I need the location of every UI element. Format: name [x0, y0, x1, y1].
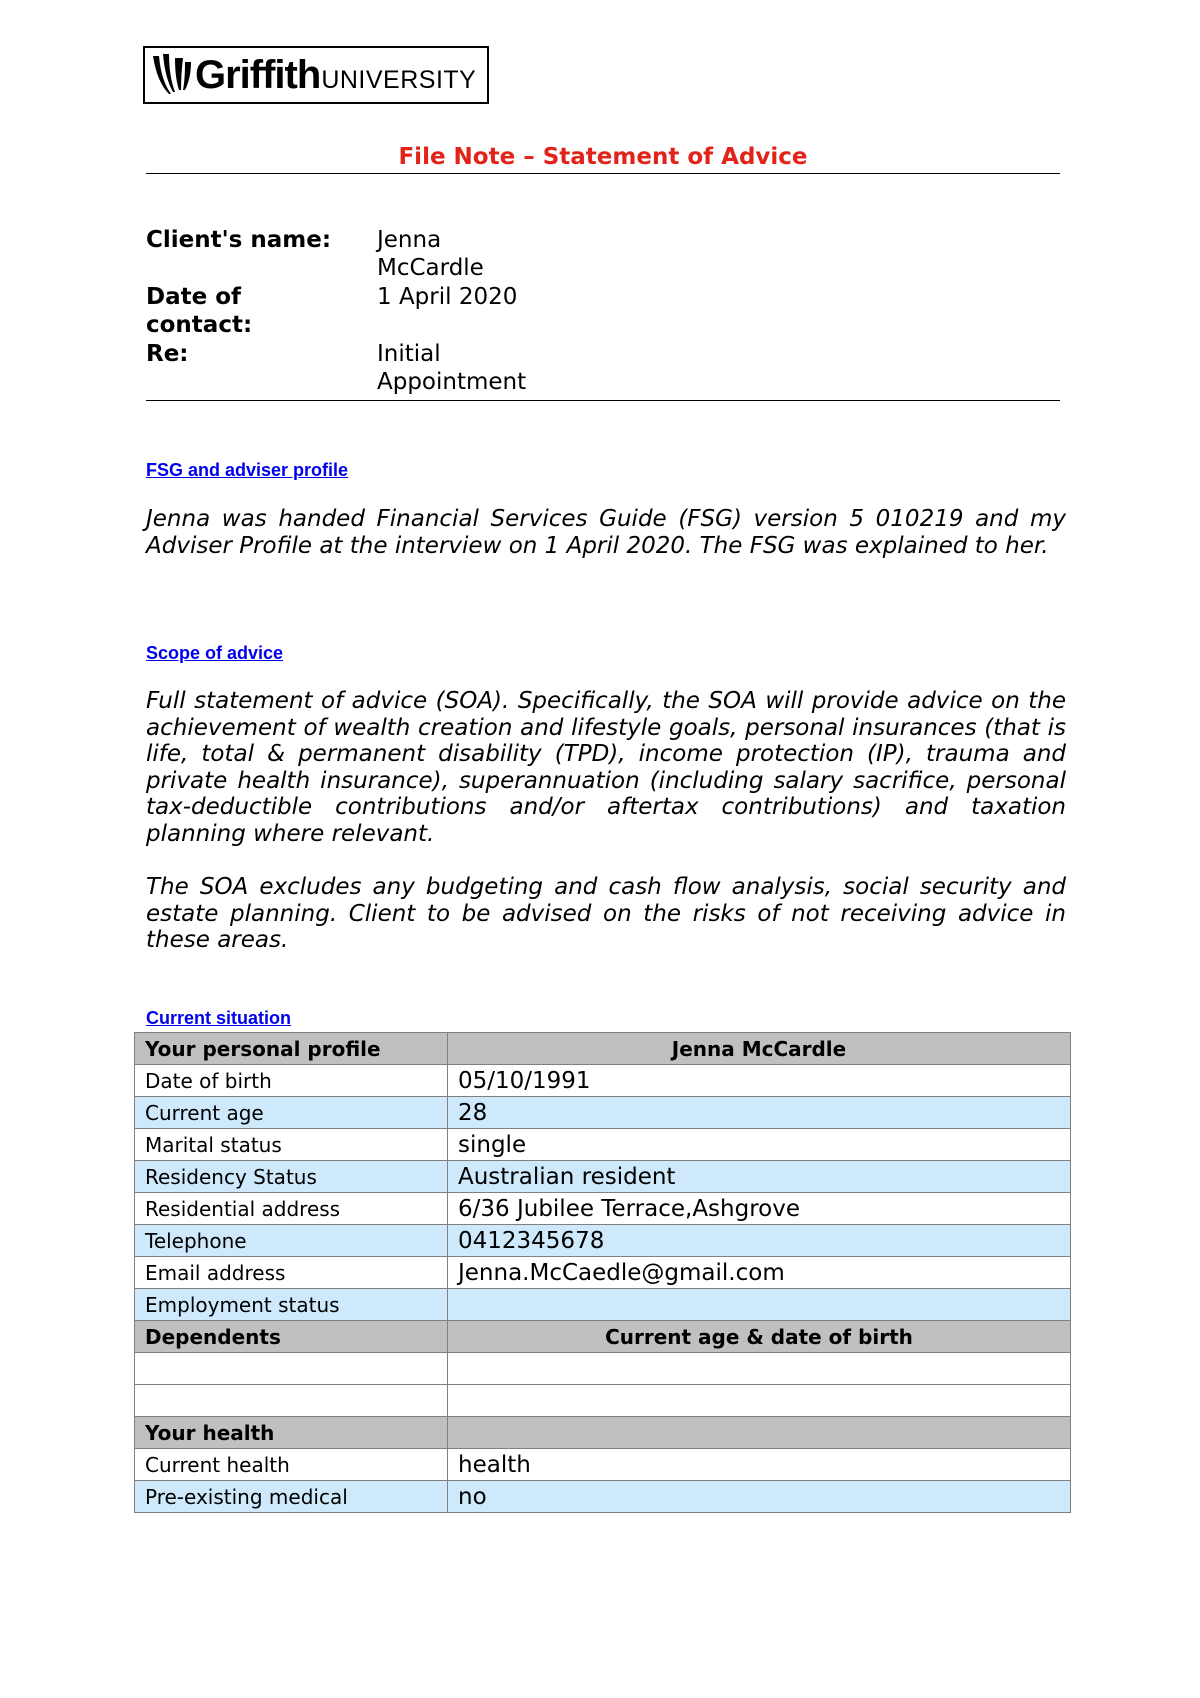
row-value: 6/36 Jubilee Terrace,Ashgrove [448, 1193, 1071, 1225]
table-row [135, 1065, 1071, 1097]
row-label: Telephone [135, 1225, 448, 1257]
logo-subtitle: UNIVERSITY [321, 65, 477, 94]
current-situation-heading-link[interactable]: Current situation [146, 1008, 292, 1028]
row-label: Your health [135, 1417, 448, 1449]
row-value: single [448, 1129, 1071, 1161]
re-label: Re: [146, 341, 189, 367]
row-label: Your personal profile [135, 1033, 448, 1065]
griffith-logo-icon [149, 52, 193, 98]
row-value: health [448, 1449, 1071, 1481]
row-value: Jenna McCardle [448, 1033, 1071, 1065]
date-of-contact-label: Date of contact: [146, 284, 253, 338]
meta-divider [146, 400, 1060, 401]
row-value: Jenna.McCaedle@gmail.com [448, 1257, 1071, 1289]
griffith-logo [143, 46, 489, 104]
logo-wordmark: Griffith [195, 52, 321, 97]
table-header-row [135, 1033, 1071, 1065]
row-value: 0412345678 [448, 1225, 1071, 1257]
table-row [135, 1193, 1071, 1225]
table-row [135, 1353, 1071, 1385]
row-value: no [448, 1481, 1071, 1513]
title-divider [146, 173, 1060, 174]
row-value: 28 [448, 1097, 1071, 1129]
row-label: Residency Status [135, 1161, 448, 1193]
row-value: 05/10/1991 [448, 1065, 1071, 1097]
row-label: Residential address [135, 1193, 448, 1225]
table-row [135, 1097, 1071, 1129]
table-row [135, 1385, 1071, 1417]
scope-heading-link[interactable]: Scope of advice [146, 643, 284, 663]
re-value: Initial Appointment [377, 341, 527, 395]
row-value [448, 1353, 1071, 1385]
row-value: Current age & date of birth [448, 1321, 1071, 1353]
row-label: Dependents [135, 1321, 448, 1353]
client-name-label: Client's name: [146, 227, 332, 253]
table-header-row [135, 1321, 1071, 1353]
scope-paragraph-2: The SOA excludes any budgeting and cash flow analysis, social security and estate planning. Client to be advised on the risks of not receiving advice in these areas. [146, 874, 1066, 953]
table-row [135, 1481, 1071, 1513]
date-of-contact-value: 1 April 2020 [377, 284, 518, 310]
row-value [448, 1417, 1071, 1449]
table-row [135, 1289, 1071, 1321]
row-label: Employment status [135, 1289, 448, 1321]
row-label: Marital status [135, 1129, 448, 1161]
table-row [135, 1449, 1071, 1481]
row-value [448, 1385, 1071, 1417]
row-label: Date of birth [135, 1065, 448, 1097]
fsg-paragraph: Jenna was handed Financial Services Guide (FSG) version 5 010219 and my Adviser Profile at the interview on 1 April 2020. The FSG was explained to her. [146, 506, 1066, 559]
table-header-row [135, 1417, 1071, 1449]
personal-profile-table [134, 1032, 1071, 1513]
table-row [135, 1225, 1071, 1257]
client-name-value: Jenna McCardle [377, 227, 484, 281]
row-label: Pre-existing medical [135, 1481, 448, 1513]
table-row [135, 1257, 1071, 1289]
row-value [448, 1289, 1071, 1321]
row-label [135, 1353, 448, 1385]
row-label: Email address [135, 1257, 448, 1289]
table-row [135, 1129, 1071, 1161]
page-title: File Note – Statement of Advice [398, 144, 808, 170]
row-label: Current age [135, 1097, 448, 1129]
row-label [135, 1385, 448, 1417]
table-row [135, 1161, 1071, 1193]
scope-paragraph-1: Full statement of advice (SOA). Specifically, the SOA will provide advice on the achievement of wealth creation and lifestyle goals, personal insurances (that is life, total & permanent disability (TPD), income protection (IP), trauma and private health insurance), superannuation (including salary sacrifice, personal tax-deductible contributions and/or aftertax contributions) and taxation planning where relevant. [146, 688, 1066, 847]
row-label: Current health [135, 1449, 448, 1481]
row-value: Australian resident [448, 1161, 1071, 1193]
fsg-heading-link[interactable]: FSG and adviser profile [146, 460, 349, 480]
